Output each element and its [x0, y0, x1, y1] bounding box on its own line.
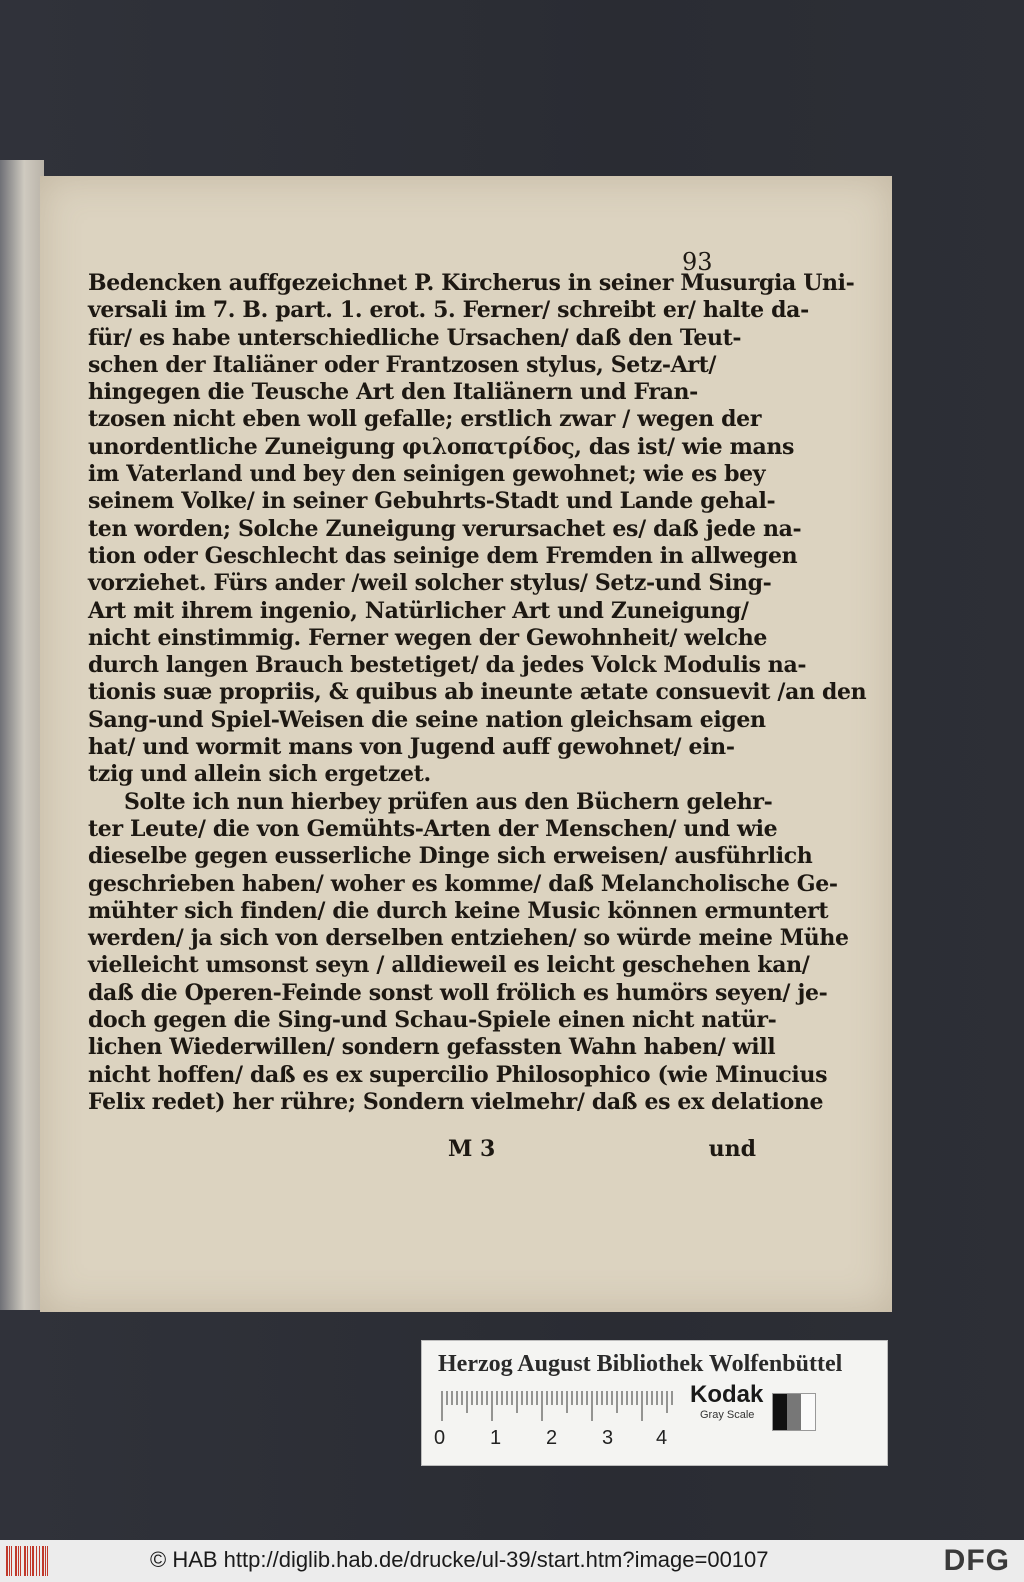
text-line: Sang-und Spiel-Weisen die seine nation gleichsam eigen	[88, 706, 766, 733]
text-line: dieselbe gegen eusserliche Dinge sich erweisen/ ausführlich	[88, 843, 813, 870]
barcode-bar	[30, 1546, 31, 1576]
adjacent-page-edge	[0, 160, 44, 1310]
scale-ruler	[438, 1389, 676, 1425]
text-line: mühter sich finden/ die durch keine Music können ermuntert	[88, 897, 829, 924]
barcode-bar	[24, 1546, 26, 1576]
text-line: vorziehet. Fürs ander /weil solcher stylus/ Setz-und Sing-	[88, 570, 772, 597]
color-target-card	[421, 1340, 888, 1466]
text-line: doch gegen die Sing-und Schau-Spiele einen nicht natür-	[88, 1007, 777, 1034]
barcode-bar	[47, 1546, 48, 1576]
barcode-bar	[32, 1546, 34, 1576]
copyright-url[interactable]: © HAB http://diglib.hab.de/drucke/ul-39/start.htm?image=00107	[150, 1547, 769, 1572]
footer-bar	[0, 1540, 1024, 1582]
scale-number: 4	[656, 1427, 668, 1449]
text-line: seinem Volke/ in seiner Gebuhrts-Stadt und Lande gehal-	[88, 488, 776, 515]
barcode-bar	[36, 1546, 37, 1576]
text-line: für/ es habe unterschiedliche Ursachen/ daß den Teut-	[88, 324, 742, 351]
text-line: Felix redet) her rühre; Sondern vielmehr/ daß es ex delatione	[88, 1088, 824, 1115]
scale-number: 2	[546, 1427, 558, 1449]
library-name: Herzog August Bibliothek Wolfenbüttel	[438, 1351, 843, 1377]
page-number: 93	[682, 248, 713, 276]
dfg-logo: DFG	[943, 1544, 1010, 1577]
book-page	[40, 176, 892, 1312]
barcode-bar	[15, 1546, 17, 1576]
text-line: vielleicht umsonst seyn / alldieweil es leicht geschehen kan/	[88, 952, 810, 979]
barcode-bar	[45, 1546, 46, 1576]
barcode-bar	[39, 1546, 40, 1576]
scale-number: 1	[490, 1427, 502, 1449]
barcode-bar	[27, 1546, 28, 1576]
text-line: lichen Wiederwillen/ sondern gefassten Wahn haben/ will	[88, 1034, 776, 1061]
text-line: nicht hoffen/ daß es ex supercilio Philosophico (wie Minucius	[88, 1061, 828, 1088]
text-line: ten worden; Solche Zuneigung verursachet es/ daß jede na-	[88, 515, 802, 542]
text-line: Bedencken auffgezeichnet P. Kircherus in seiner Musurgia Uni-	[88, 270, 855, 296]
text-line: versali im 7. B. part. 1. erot. 5. Ferner/ schreibt er/ halte da-	[88, 297, 809, 324]
text-line: Solte ich nun hierbey prüfen aus den Büchern gelehr-	[124, 788, 773, 815]
text-line: ter Leute/ die von Gemühts-Arten der Menschen/ und wie	[88, 815, 778, 842]
page-text	[88, 270, 867, 1116]
scale-numbers	[434, 1427, 694, 1451]
grayscale-label: Gray Scale	[700, 1409, 755, 1421]
text-line: tionis suæ propriis, & quibus ab ineunte ætate consuevit /an den	[88, 679, 867, 706]
text-line: unordentliche Zuneigung φιλοπατρίδος, das ist/ wie mans	[88, 433, 795, 460]
text-line: hat/ und wormit mans von Jugend auff gewohnet/ ein-	[88, 734, 735, 761]
signature-mark: M 3	[448, 1136, 496, 1162]
barcode-icon	[6, 1546, 50, 1576]
text-line: durch langen Brauch bestetiget/ da jedes Volck Modulis na-	[88, 652, 807, 679]
text-line: tzig und allein sich ergetzet.	[88, 761, 431, 788]
scale-number: 0	[434, 1427, 446, 1449]
text-line: werden/ ja sich von derselben entziehen/ so würde meine Mühe	[88, 925, 849, 952]
barcode-bar	[9, 1546, 10, 1576]
text-line: daß die Operen-Feinde sonst woll frölich es humörs seyen/ je-	[88, 979, 828, 1006]
barcode-bar	[18, 1546, 19, 1576]
kodak-logo: Kodak	[690, 1381, 764, 1408]
barcode-bar	[42, 1546, 44, 1576]
text-line: schen der Italiäner oder Frantzosen stylus, Setz-Art/	[88, 351, 717, 378]
gray-patch	[772, 1393, 816, 1431]
text-line: geschrieben haben/ woher es komme/ daß Melancholische Ge-	[88, 870, 838, 897]
scale-number: 3	[602, 1427, 614, 1449]
barcode-bar	[6, 1546, 8, 1576]
text-line: hingegen die Teusche Art den Italiänern und Fran-	[88, 379, 698, 406]
text-line: im Vaterland und bey den seinigen gewohnet; wie es bey	[88, 461, 766, 488]
text-line: tion oder Geschlecht das seinige dem Fremden in allwegen	[88, 542, 798, 569]
text-line: tzosen nicht eben woll gefalle; erstlich zwar / wegen der	[88, 406, 762, 433]
barcode-bar	[11, 1546, 12, 1576]
text-line: Art mit ihrem ingenio, Natürlicher Art und Zuneigung/	[88, 597, 749, 624]
page-footer-line	[88, 1136, 756, 1164]
catchword: und	[708, 1136, 756, 1162]
text-line: nicht einstimmig. Ferner wegen der Gewohnheit/ welche	[88, 624, 768, 651]
barcode-bar	[20, 1546, 21, 1576]
